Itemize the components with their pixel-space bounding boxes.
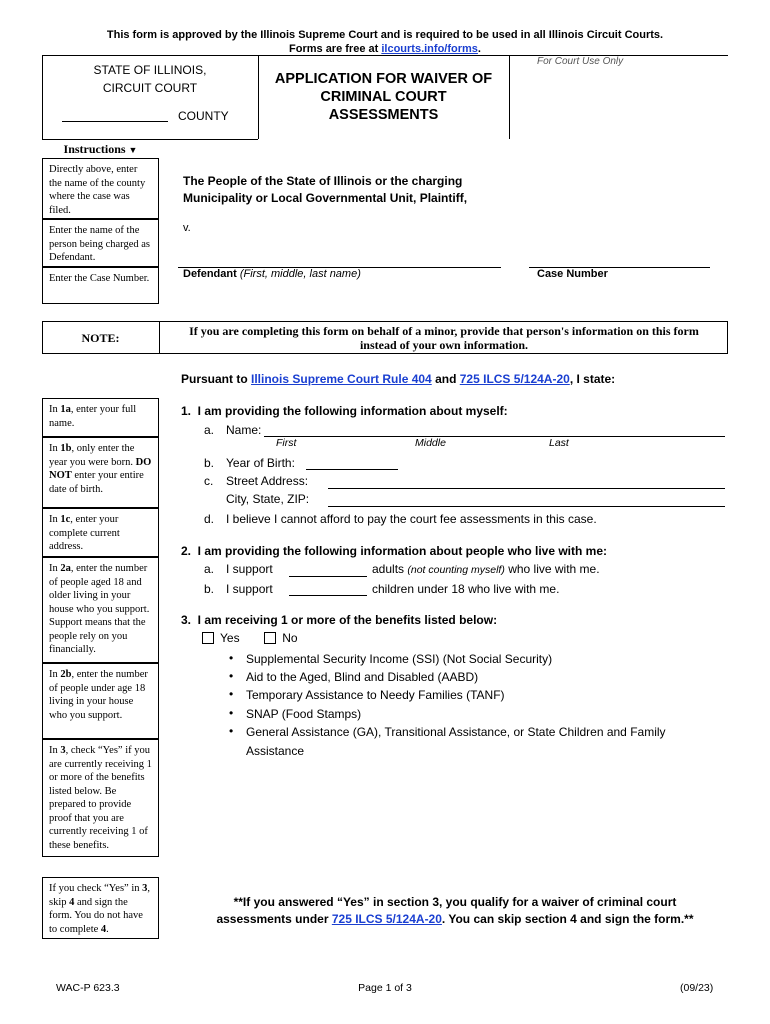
defendant-hint: (First, middle, last name)	[239, 268, 361, 280]
forms-link[interactable]: ilcourts.info/forms	[381, 43, 478, 55]
item-2b-after: children under 18 who live with me.	[372, 582, 560, 596]
bullet-icon: •	[229, 687, 234, 701]
item-2a-label: a.	[204, 562, 215, 576]
benefit-item: Supplemental Security Income (SSI) (Not Social Security)	[246, 652, 553, 666]
item-1c-text2: City, State, ZIP:	[226, 492, 310, 506]
name-field[interactable]	[264, 436, 725, 437]
item-1a-label: a.	[204, 423, 215, 437]
item-1b-label: b.	[204, 456, 215, 470]
revision-date: (09/23)	[680, 982, 714, 994]
instruction-defendant: Enter the name of the person being charged as Defendant.	[42, 219, 159, 267]
bullet-icon: •	[229, 706, 234, 720]
statute-link[interactable]: 725 ILCS 5/124A-20	[459, 372, 570, 386]
defendant-label-row	[183, 268, 361, 280]
item-1c-text: Street Address:	[226, 474, 309, 488]
bullet-icon: •	[229, 724, 234, 738]
benefit-item: SNAP (Food Stamps)	[246, 707, 362, 721]
section-1-heading: 1. I am providing the following information about myself:	[181, 404, 508, 418]
item-2b-label: b.	[204, 582, 215, 596]
circuit-court-line: CIRCUIT COURT	[102, 81, 198, 95]
item-2a-text: I support	[226, 562, 273, 576]
item-1a-text: Name:	[226, 423, 262, 437]
item-1d-label: d.	[204, 512, 215, 526]
item-1b-text: Year of Birth:	[226, 456, 295, 470]
versus: v.	[183, 222, 191, 234]
benefits-yes-no	[202, 631, 298, 645]
note-label: NOTE:	[81, 331, 120, 345]
no-checkbox[interactable]	[264, 632, 276, 644]
state-court-block	[42, 61, 258, 97]
children-count-field[interactable]	[289, 595, 367, 596]
defendant-label: Defendant	[183, 268, 237, 280]
birth-year-field[interactable]	[306, 469, 398, 470]
note-text: If you are completing this form on behalf of a minor, provide that person's information on this form instead of your own information.	[189, 324, 699, 352]
side-note-4: If you check “Yes” in 3, skip 4 and sign the form. You do not have to complete 4.	[42, 877, 159, 939]
page-number: Page 1 of 3	[358, 982, 412, 994]
form-id: WAC-P 623.3	[56, 982, 120, 994]
instruction-county: Directly above, enter the name of the county where the case was filed.	[42, 158, 159, 219]
middle-name-label: Middle	[415, 437, 446, 449]
street-address-field[interactable]	[328, 488, 725, 489]
form-title: APPLICATION FOR WAIVER OF CRIMINAL COURT ASSESSMENTS	[274, 71, 493, 123]
bullet-icon: •	[229, 651, 234, 665]
county-label: COUNTY	[178, 109, 229, 123]
pursuant-line: Pursuant to Illinois Supreme Court Rule 404 and 725 ILCS 5/124A-20, I state:	[181, 372, 616, 386]
approval-notice	[0, 28, 770, 56]
approval-notice-line2: Forms are free at ilcourts.info/forms.	[289, 43, 481, 55]
section-3-heading: 3. I am receiving 1 or more of the benefits listed below:	[181, 613, 498, 627]
answer-note: **If you answered “Yes” in section 3, you qualify for a waiver of criminal court assessments under 725 ILCS 5/124A-20. You can skip section 4 and sign the form.**	[216, 895, 694, 926]
rule-404-link[interactable]: Illinois Supreme Court Rule 404	[251, 372, 432, 386]
item-2a-after: adults (not counting myself) who live with me.	[372, 562, 600, 576]
side-note-2a: In 2a, enter the number of people aged 18 and older living in your house who you support. Support means that the people rely on you financially.	[42, 557, 159, 663]
instructions-heading: Instructions ▼	[63, 142, 138, 156]
no-label: No	[282, 631, 298, 645]
item-1c-label: c.	[204, 474, 214, 488]
county-field[interactable]	[62, 121, 168, 122]
plaintiff-text: The People of the State of Illinois or the charging Municipality or Local Governmental Unit, Plaintiff,	[183, 174, 468, 205]
section-2-heading: 2. I am providing the following information about people who live with me:	[181, 544, 608, 558]
statute-link-2[interactable]: 725 ILCS 5/124A-20	[331, 912, 442, 926]
benefit-item-continued: Assistance	[246, 744, 305, 758]
side-note-1a: In 1a, enter your full name.	[42, 398, 159, 437]
side-note-1b: In 1b, only enter the year you were born. DO NOT enter your entire date of birth.	[42, 437, 159, 508]
item-2b-text: I support	[226, 582, 273, 596]
side-note-1c: In 1c, enter your complete current address.	[42, 508, 159, 557]
court-use-label: For Court Use Only	[537, 56, 624, 67]
bullet-icon: •	[229, 669, 234, 683]
last-name-label: Last	[549, 437, 569, 449]
item-1d-text: I believe I cannot afford to pay the court fee assessments in this case.	[226, 512, 597, 526]
side-note-3: In 3, check “Yes” if you are currently receiving 1 or more of the benefits listed below. Be prepared to provide proof that you are currently receiving 1 of these benefits.	[42, 739, 159, 857]
yes-label: Yes	[220, 631, 240, 645]
approval-notice-line1: This form is approved by the Illinois Supreme Court and is required to be used in all Illinois Circuit Courts.	[106, 29, 664, 41]
case-number-label: Case Number	[537, 268, 608, 280]
benefit-item: Aid to the Aged, Blind and Disabled (AABD)	[246, 670, 479, 684]
instruction-case-number: Enter the Case Number.	[42, 267, 159, 304]
side-note-2b: In 2b, enter the number of people under age 18 living in your house who you support.	[42, 663, 159, 739]
item-2a-hint: (not counting myself)	[407, 564, 505, 576]
benefit-item: General Assistance (GA), Transitional Assistance, or State Children and Family	[246, 725, 666, 739]
city-state-zip-field[interactable]	[328, 506, 725, 507]
state-line: STATE OF ILLINOIS,	[93, 63, 207, 77]
first-name-label: First	[276, 437, 297, 449]
caret-down-icon: ▼	[128, 145, 138, 155]
adults-count-field[interactable]	[289, 576, 367, 577]
benefit-item: Temporary Assistance to Needy Families (TANF)	[246, 688, 505, 702]
yes-checkbox[interactable]	[202, 632, 214, 644]
